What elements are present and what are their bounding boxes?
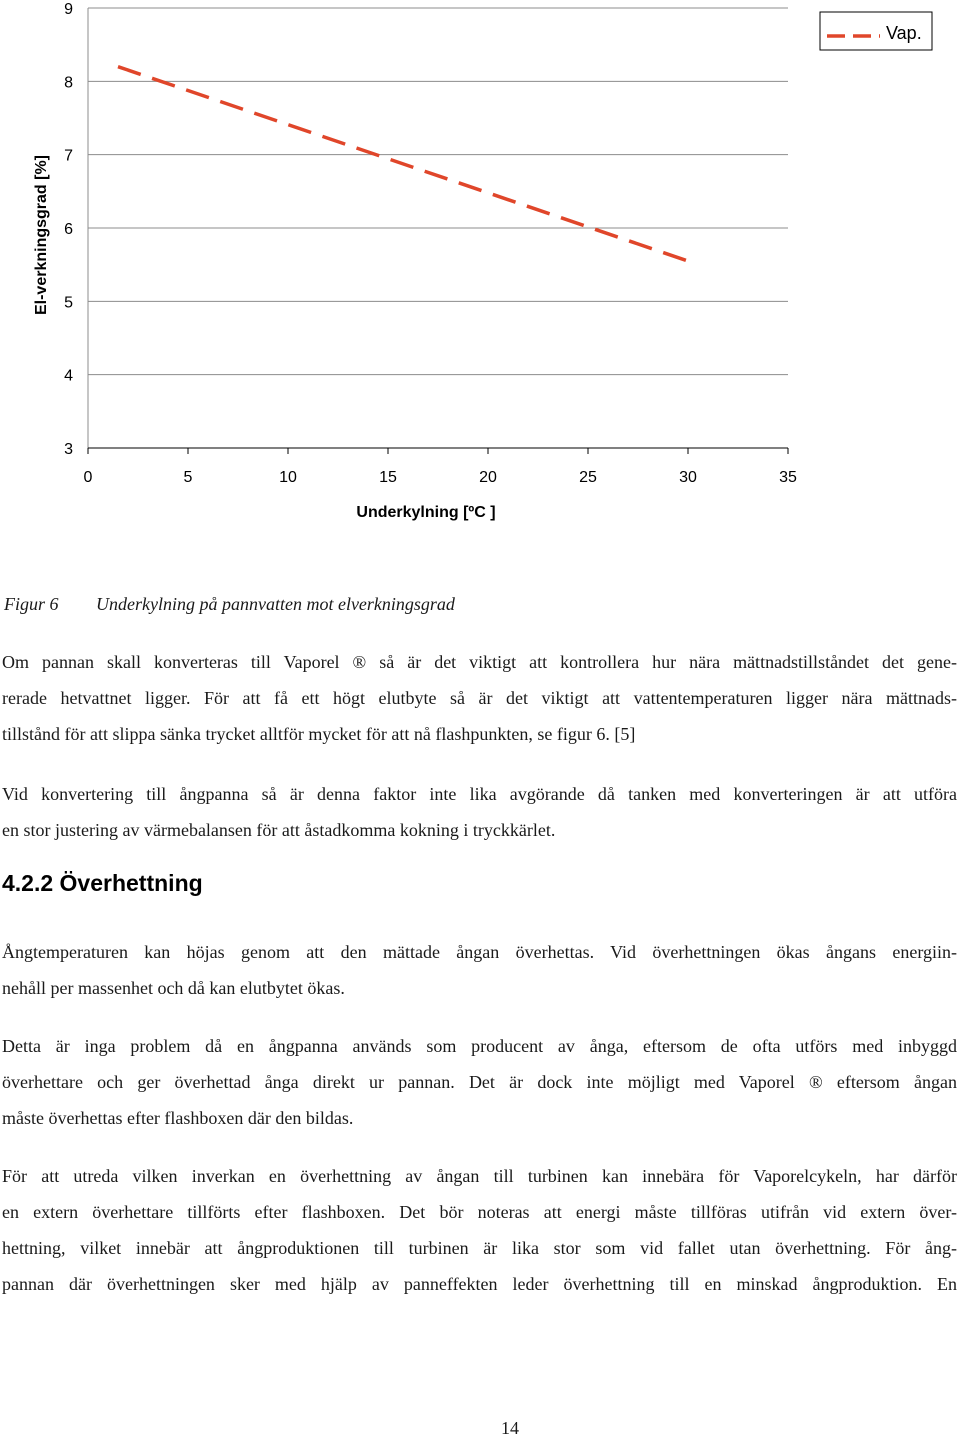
chart-axes xyxy=(88,8,788,454)
paragraph-3 xyxy=(2,934,957,1006)
paragraph-2 xyxy=(2,776,957,848)
page-number: 14 xyxy=(501,1418,519,1438)
legend-label: Vap. xyxy=(886,23,922,43)
paragraph-line: rerade hetvattnet ligger. För att få ett högt elutbyte så är det viktigt att vattentemperaturen ligger nära mättnads- xyxy=(2,688,957,708)
paragraph-line: nehåll per massenhet och då kan elutbytet ökas. xyxy=(2,978,345,998)
figure-caption-text: Underkylning på pannvatten mot elverkningsgrad xyxy=(96,594,455,614)
paragraph-line: Detta är inga problem då en ångpanna används som producent av ånga, eftersom de ofta utförs med inbyggd xyxy=(2,1036,957,1056)
y-tick-label: 6 xyxy=(64,221,73,238)
x-tick-label: 15 xyxy=(379,469,397,486)
y-tick-label: 8 xyxy=(64,74,73,92)
paragraph-line: För att utreda vilken inverkan en överhettning av ångan till turbinen kan innebära för Vaporelcykeln, har därför xyxy=(2,1166,957,1186)
paragraph-line: en stor justering av värmebalansen för att åstadkomma kokning i tryckkärlet. xyxy=(2,820,556,840)
x-tick-label: 25 xyxy=(579,469,597,486)
chart-gridlines xyxy=(88,8,788,375)
x-axis-label: Underkylning [ºC ] xyxy=(356,504,496,521)
legend xyxy=(820,12,932,50)
paragraph-line: en extern överhettare tillförts efter flashboxen. Det bör noteras att energi måste tillföras utifrån vid extern över- xyxy=(2,1202,957,1222)
paragraph-5 xyxy=(2,1158,957,1302)
series-line xyxy=(118,67,688,261)
paragraph-line: måste överhettas efter flashboxen där den bildas. xyxy=(2,1108,354,1128)
x-tick-label: 5 xyxy=(183,469,193,486)
chart xyxy=(0,0,960,560)
paragraph-4 xyxy=(2,1028,957,1136)
y-tick-label: 7 xyxy=(64,147,73,165)
y-tick-label: 3 xyxy=(64,441,73,458)
y-tick-label: 4 xyxy=(64,367,73,385)
x-tick-label: 10 xyxy=(279,469,297,486)
paragraph-line: tillstånd för att slippa sänka trycket alltför mycket för att nå flashpunkten, se figur 6. [5] xyxy=(2,724,636,744)
paragraph-line: överhettare och ger överhettad ånga direkt ur pannan. Det är dock inte möjligt med Vaporel ® eftersom ångan xyxy=(2,1072,957,1092)
paragraph-line: Ångtemperaturen kan höjas genom att den mättade ångan överhettas. Vid överhettningen ökas ångans energiin- xyxy=(2,942,957,962)
section-heading: 4.2.2 Överhettning xyxy=(2,870,203,896)
y-tick-label: 5 xyxy=(64,294,73,312)
figure-number: Figur 6 xyxy=(4,594,59,614)
x-tick-label: 30 xyxy=(679,469,697,486)
paragraph-line: Vid konvertering till ångpanna så är denna faktor inte lika avgörande då tanken med konverteringen är att utföra xyxy=(2,784,957,804)
paragraph-line: Om pannan skall konverteras till Vaporel ® så är det viktigt att kontrollera hur nära mättnadstillståndet det gene- xyxy=(2,652,957,672)
chart-tick-labels xyxy=(64,1,797,486)
x-tick-label: 35 xyxy=(779,469,797,486)
y-axis-label: El-verkningsgrad [%] xyxy=(33,154,50,316)
x-tick-label: 0 xyxy=(83,469,93,486)
chart-series xyxy=(118,67,688,261)
y-tick-label: 9 xyxy=(64,1,73,18)
paragraph-line: hettning, vilket innebär att ångproduktionen till turbinen är lika stor som vid fallet utan överhettning. För ång- xyxy=(2,1238,957,1258)
paragraph-line: pannan där överhettningen sker med hjälp av panneffekten leder överhettning till en minskad ångproduktion. En xyxy=(2,1274,957,1294)
paragraph-1 xyxy=(2,644,957,752)
x-tick-label: 20 xyxy=(479,469,497,486)
figure-caption xyxy=(4,594,455,615)
